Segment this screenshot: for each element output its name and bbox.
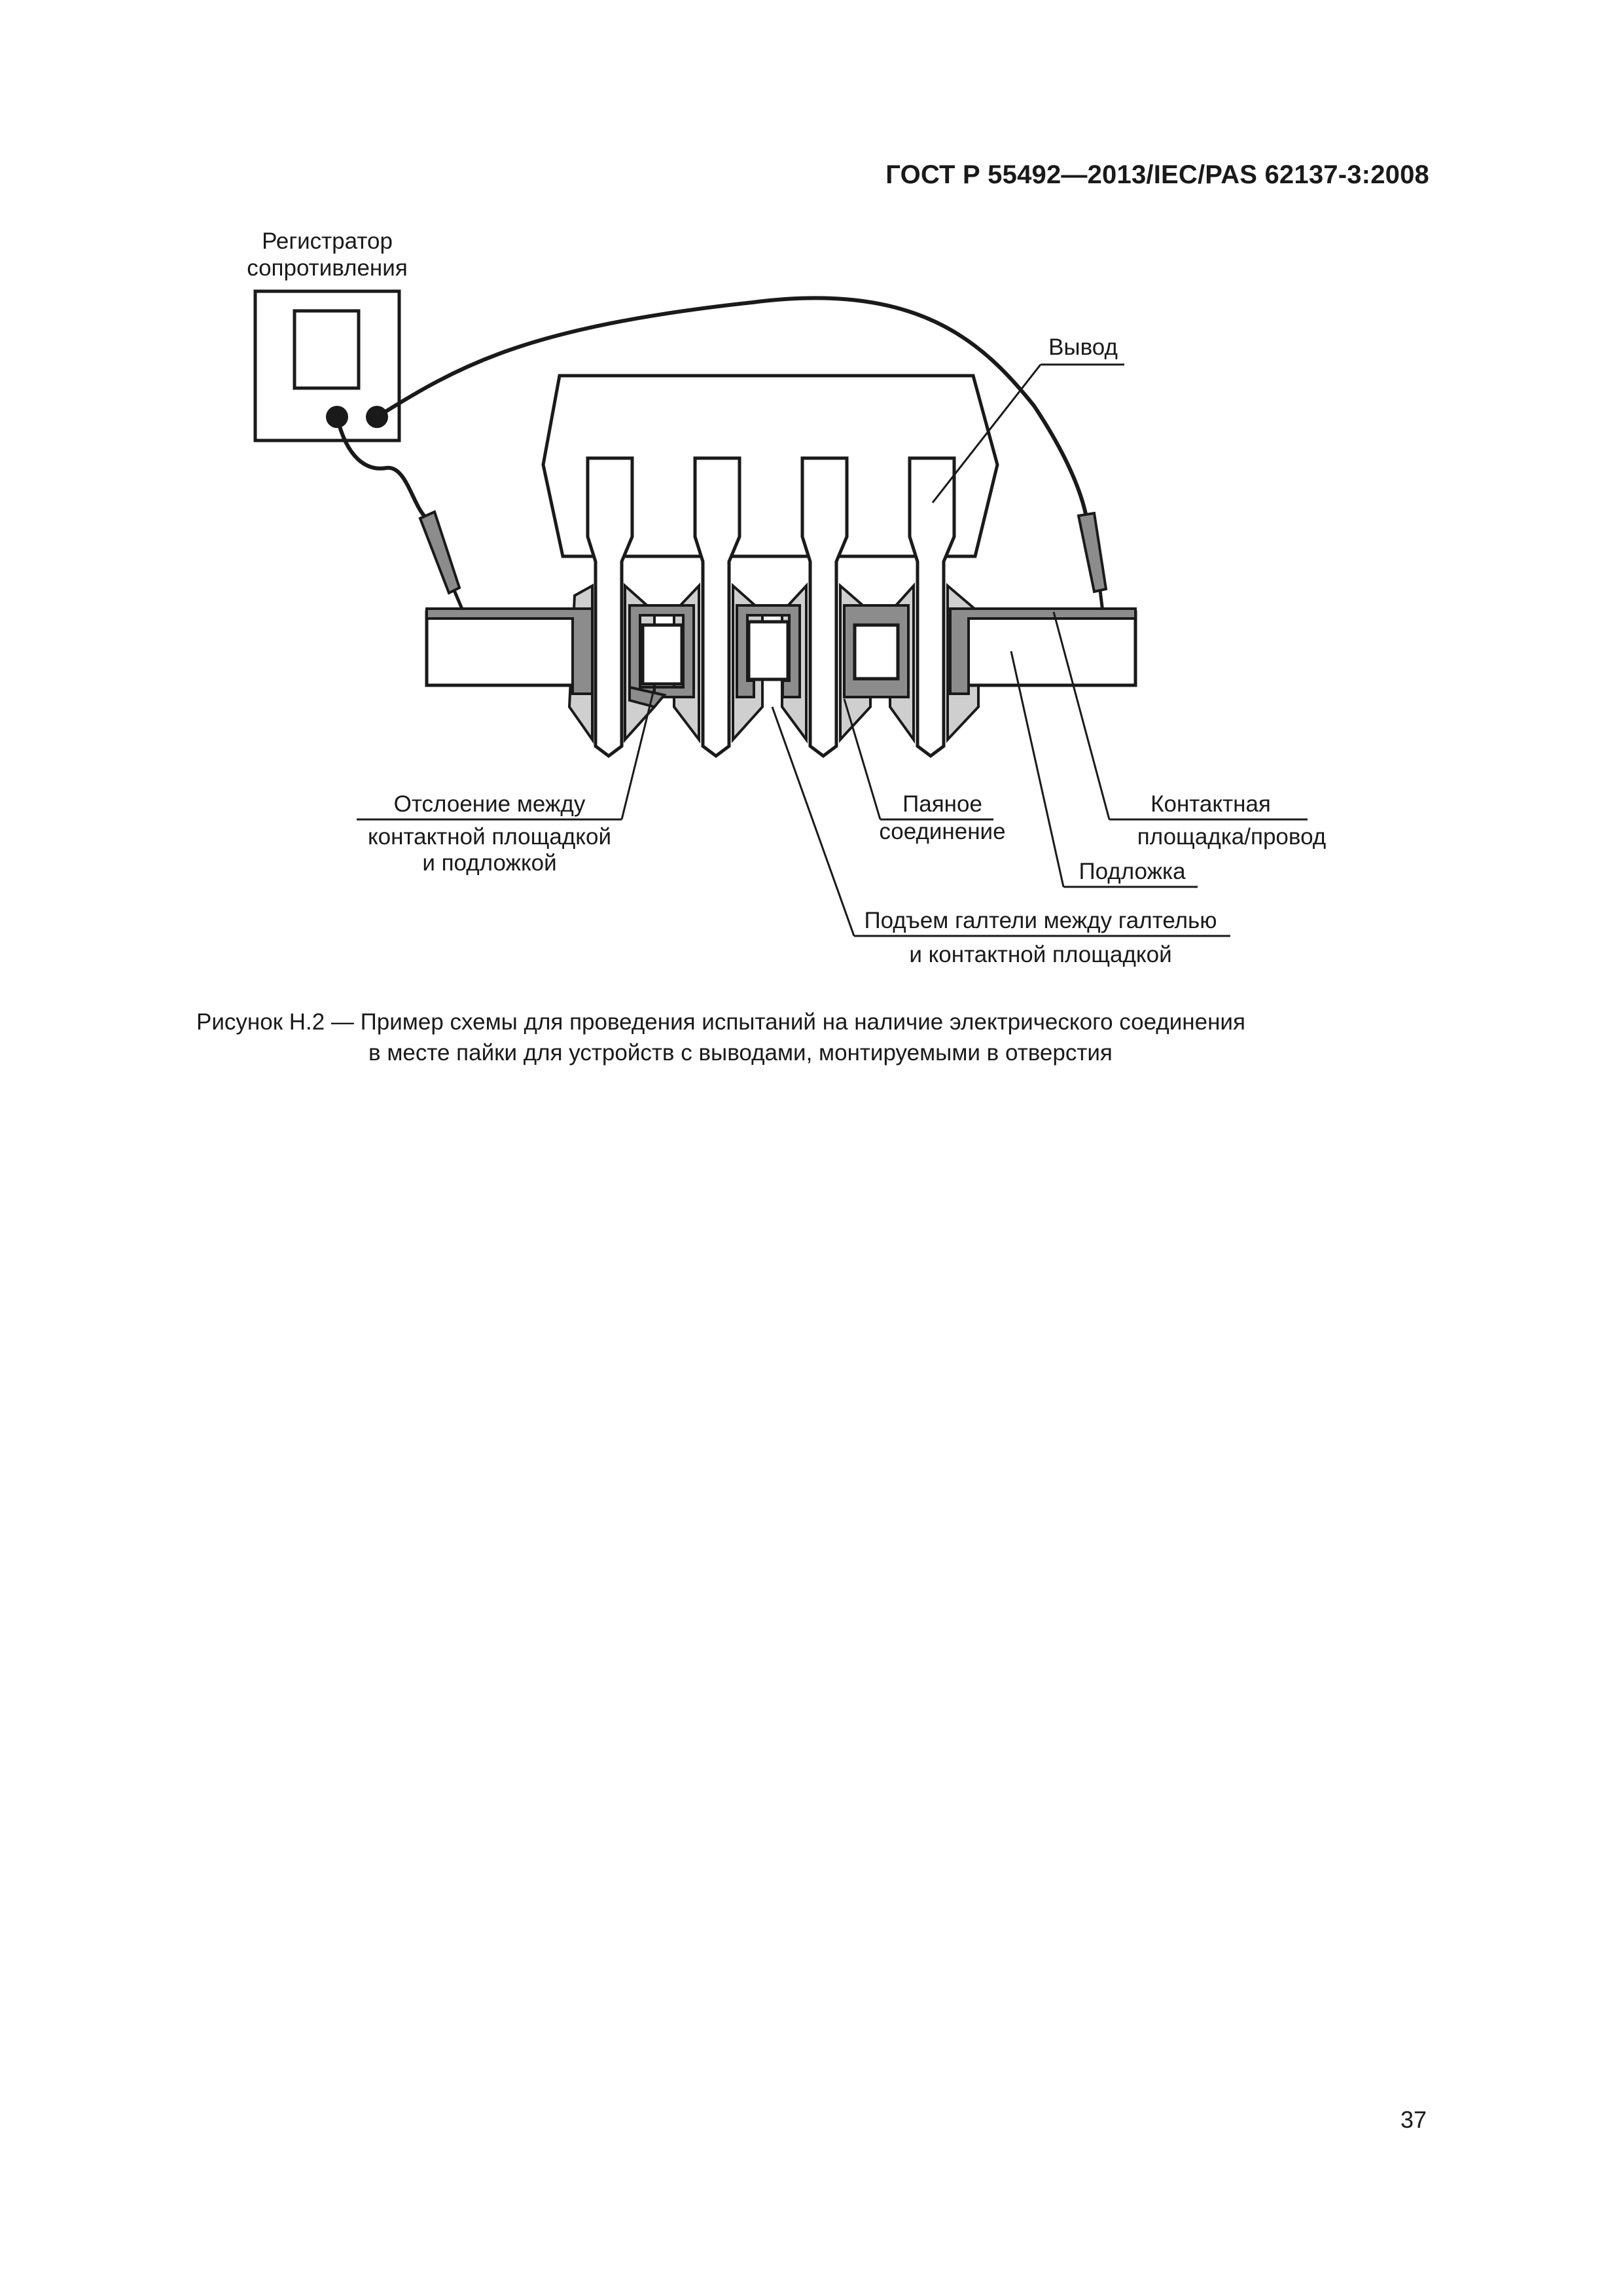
label-solder-line2: соединение <box>879 819 1006 844</box>
caption-line-2: в месте пайки для устройств с выводами, монтируемыми в отверстия <box>368 1040 1113 1066</box>
label-lead: Вывод <box>1048 334 1118 360</box>
label-registrar-line1: Регистратор <box>262 228 393 254</box>
page-number: 37 <box>1400 2106 1427 2133</box>
label-peel-line2: контактной площадкой <box>367 824 612 850</box>
figure-caption <box>196 1007 1245 1068</box>
substrate-segment-2 <box>737 605 800 697</box>
caption-line-1: Рисунок Н.2 — Пример схемы для проведения испытаний на наличие электрического соединения <box>196 1009 1245 1035</box>
label-peel-line3: и подложкой <box>422 850 557 876</box>
substrate-right <box>950 609 1135 694</box>
recorder-display <box>294 311 359 388</box>
right-probe <box>1079 513 1106 612</box>
substrate-left <box>427 609 592 694</box>
label-peel-line1: Отслоение между <box>393 791 586 817</box>
label-substrate: Подложка <box>1079 859 1186 884</box>
test-circuit-figure <box>0 0 1623 995</box>
label-registrar-line2: сопротивления <box>247 255 408 281</box>
document-header: ГОСТ Р 55492—2013/IEC/PAS 62137-3:2008 <box>885 160 1429 189</box>
substrate-segment-3 <box>844 605 908 697</box>
label-lift-line1: Подъем галтели между галтелью <box>864 908 1217 933</box>
resistance-recorder <box>255 291 399 440</box>
left-probe <box>420 512 463 612</box>
label-pad-line2: площадка/провод <box>1137 824 1327 850</box>
substrate-segment-1 <box>630 605 694 707</box>
label-lift-line2: и контактной площадкой <box>909 942 1172 967</box>
label-pad-line1: Контактная <box>1150 791 1271 817</box>
label-solder-line1: Паяное <box>902 791 982 817</box>
